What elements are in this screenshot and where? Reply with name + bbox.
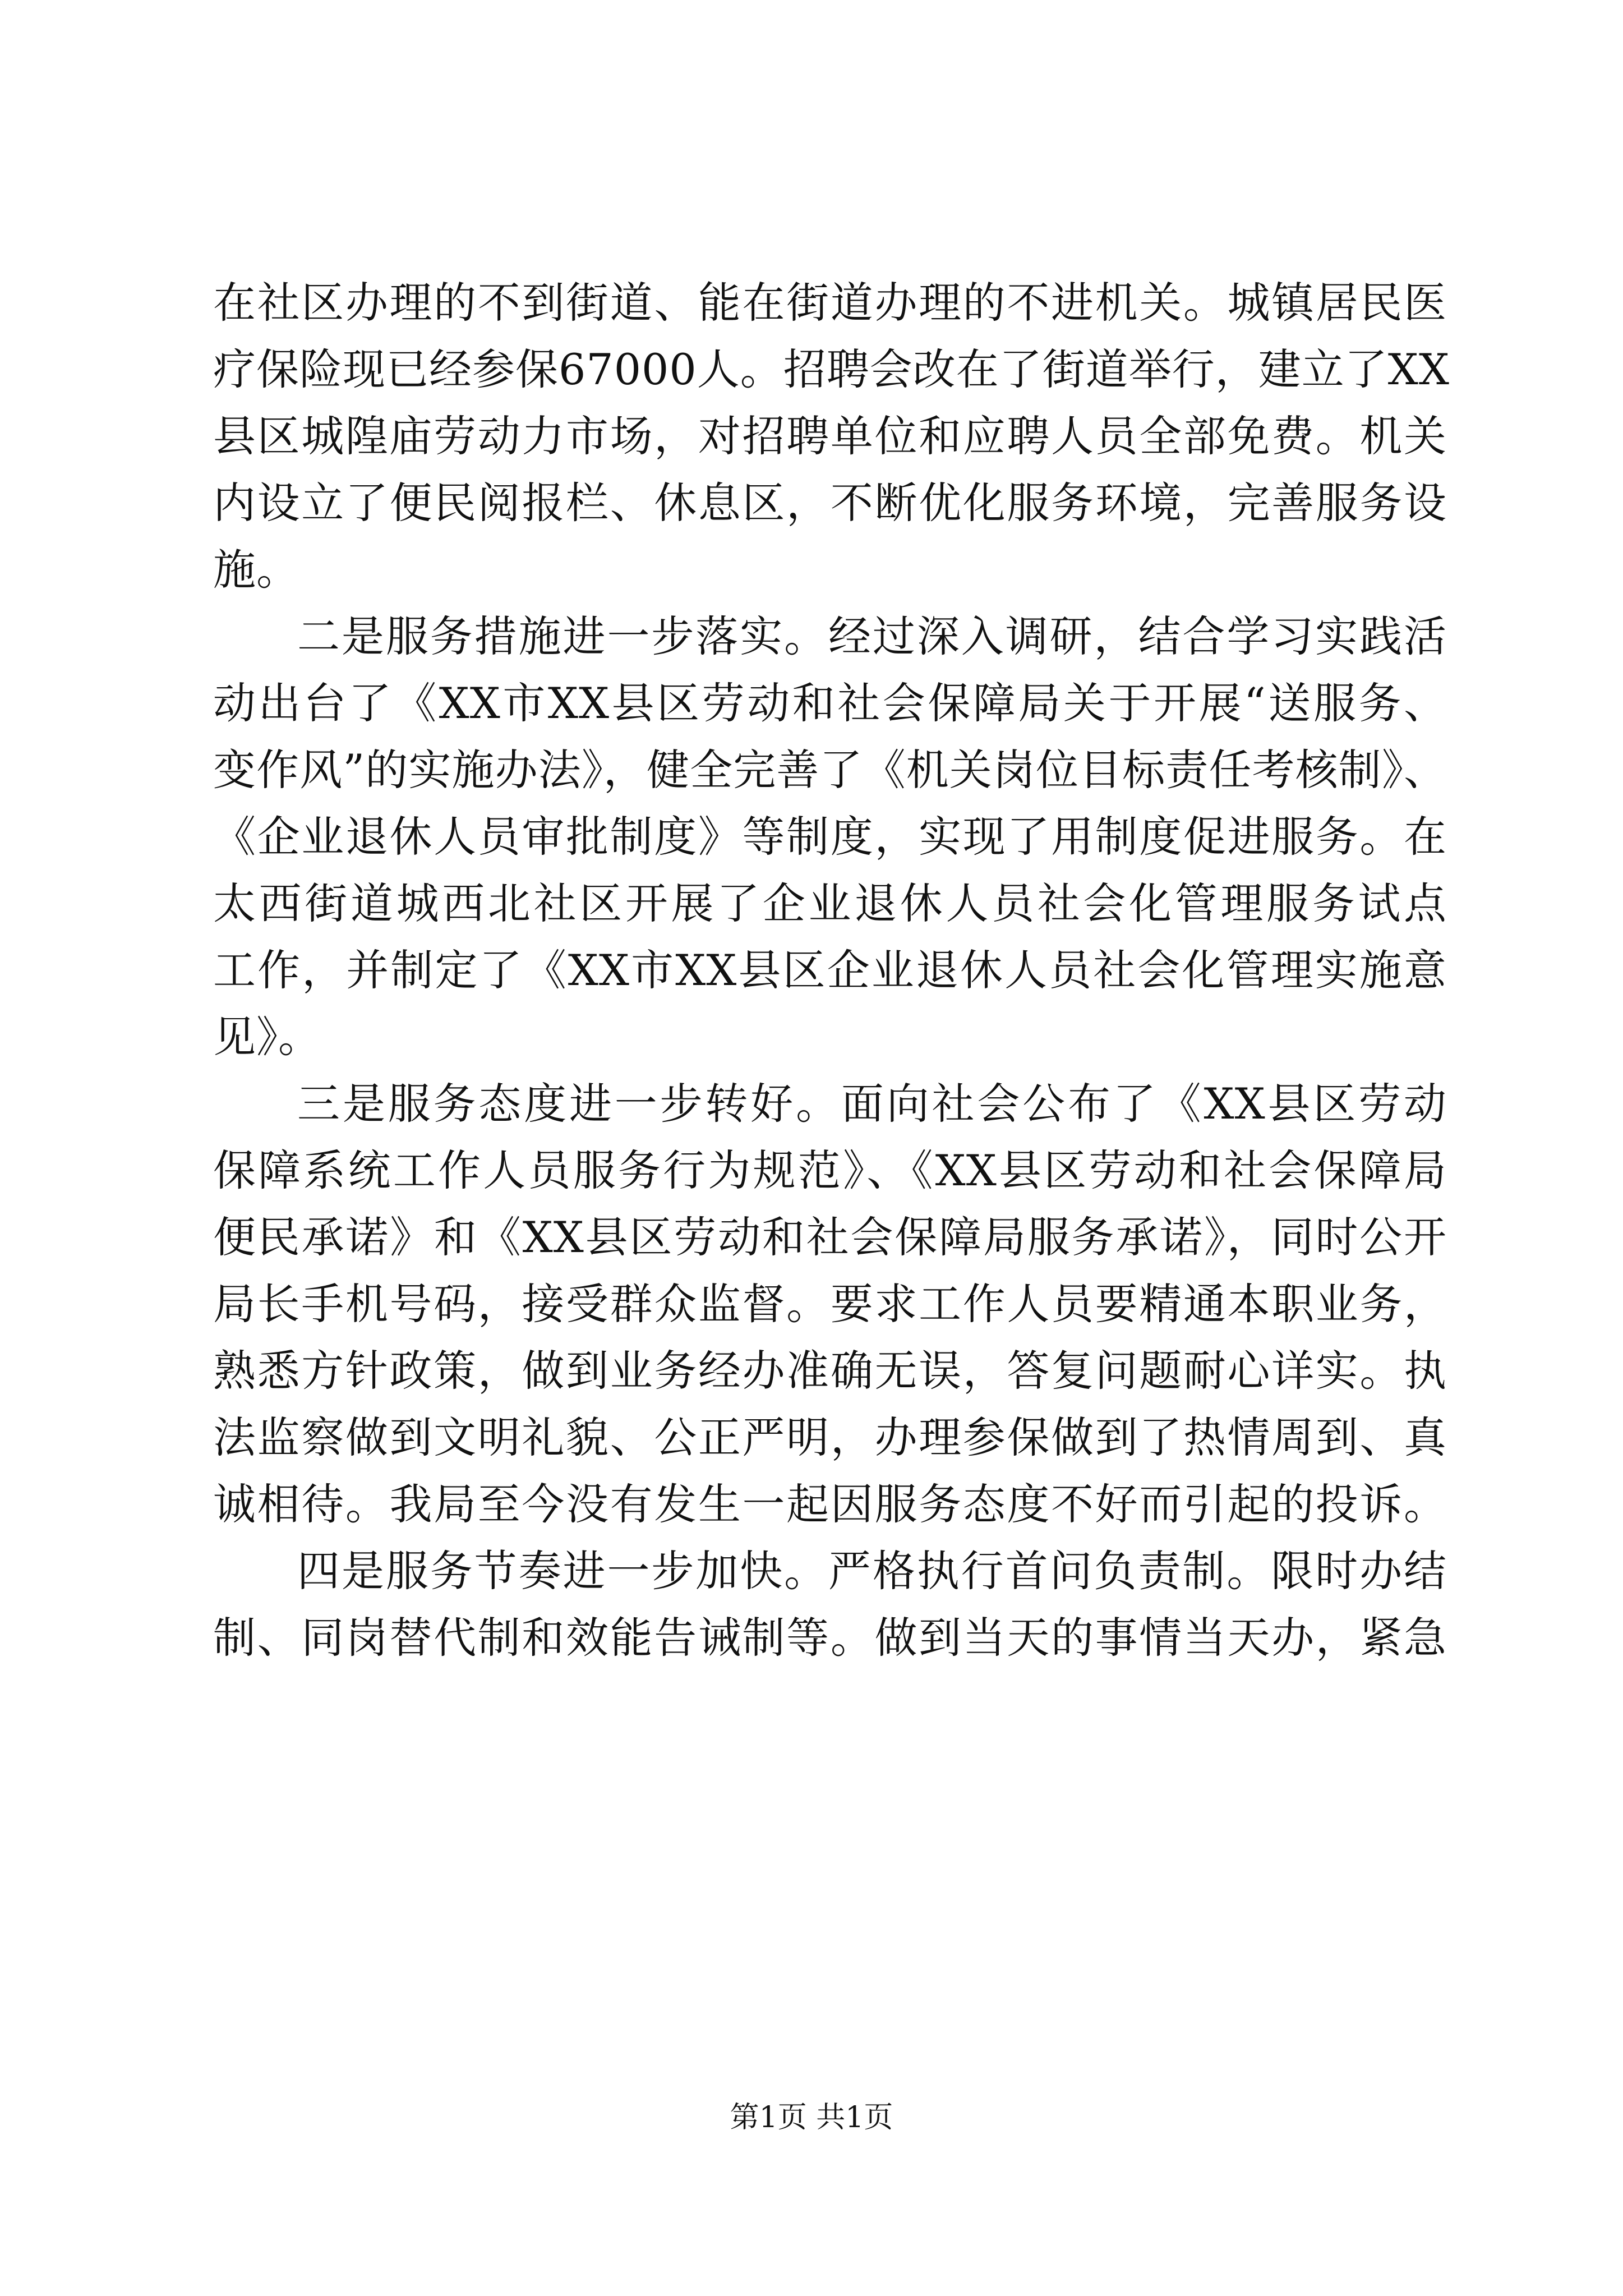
document-body bbox=[213, 269, 1450, 1671]
text-line: 制、同岗替代制和效能告诫制等。做到当天的事情当天办，紧急 bbox=[213, 1613, 1447, 1663]
text-line: 《企业退休人员审批制度》等制度，实现了用制度促进服务。在 bbox=[213, 812, 1447, 862]
text-line: 保障系统工作人员服务行为规范》、《XX县区劳动和社会保障局 bbox=[213, 1145, 1447, 1195]
text-line: 变作风”的实施办法》，健全完善了《机关岗位目标责任考核制》、 bbox=[213, 745, 1447, 795]
page-number-footer: 第1页 共1页 bbox=[730, 2101, 893, 2134]
text-line: 动出台了《XX市XX县区劳动和社会保障局关于开展“送服务、 bbox=[213, 678, 1447, 728]
text-line: 见》。 bbox=[213, 1012, 321, 1062]
text-line: 太西街道城西北社区开展了企业退休人员社会化管理服务试点 bbox=[213, 878, 1447, 928]
text-line: 施。 bbox=[213, 545, 299, 595]
text-line: 熟悉方针政策，做到业务经办准确无误，答复问题耐心详实。执 bbox=[213, 1346, 1447, 1396]
text-line: 县区城隍庙劳动力市场，对招聘单位和应聘人员全部免费。机关 bbox=[213, 411, 1447, 461]
text-line: 局长手机号码，接受群众监督。要求工作人员要精通本职业务， bbox=[213, 1279, 1447, 1329]
text-line: 便民承诺》和《XX县区劳动和社会保障局服务承诺》，同时公开 bbox=[213, 1212, 1447, 1262]
text-line: 工作，并制定了《XX市XX县区企业退休人员社会化管理实施意 bbox=[213, 945, 1447, 995]
text-line: 在社区办理的不到街道、能在街道办理的不进机关。城镇居民医 bbox=[213, 278, 1447, 328]
paragraph-first-line: 三是服务态度进一步转好。面向社会公布了《XX县区劳动 bbox=[297, 1079, 1447, 1129]
paragraph-first-line: 二是服务措施进一步落实。经过深入调研，结合学习实践活 bbox=[297, 611, 1447, 661]
text-line: 诚相待。我局至今没有发生一起因服务态度不好而引起的投诉。 bbox=[213, 1479, 1447, 1529]
text-line: 内设立了便民阅报栏、休息区，不断优化服务环境，完善服务设 bbox=[213, 478, 1447, 528]
text-line: 法监察做到文明礼貌、公正严明，办理参保做到了热情周到、真 bbox=[213, 1412, 1447, 1462]
text-line: 疗保险现已经参保67000人。招聘会改在了街道举行，建立了XX bbox=[213, 344, 1450, 394]
paragraph-first-line: 四是服务节奏进一步加快。严格执行首问负责制。限时办结 bbox=[297, 1546, 1447, 1596]
